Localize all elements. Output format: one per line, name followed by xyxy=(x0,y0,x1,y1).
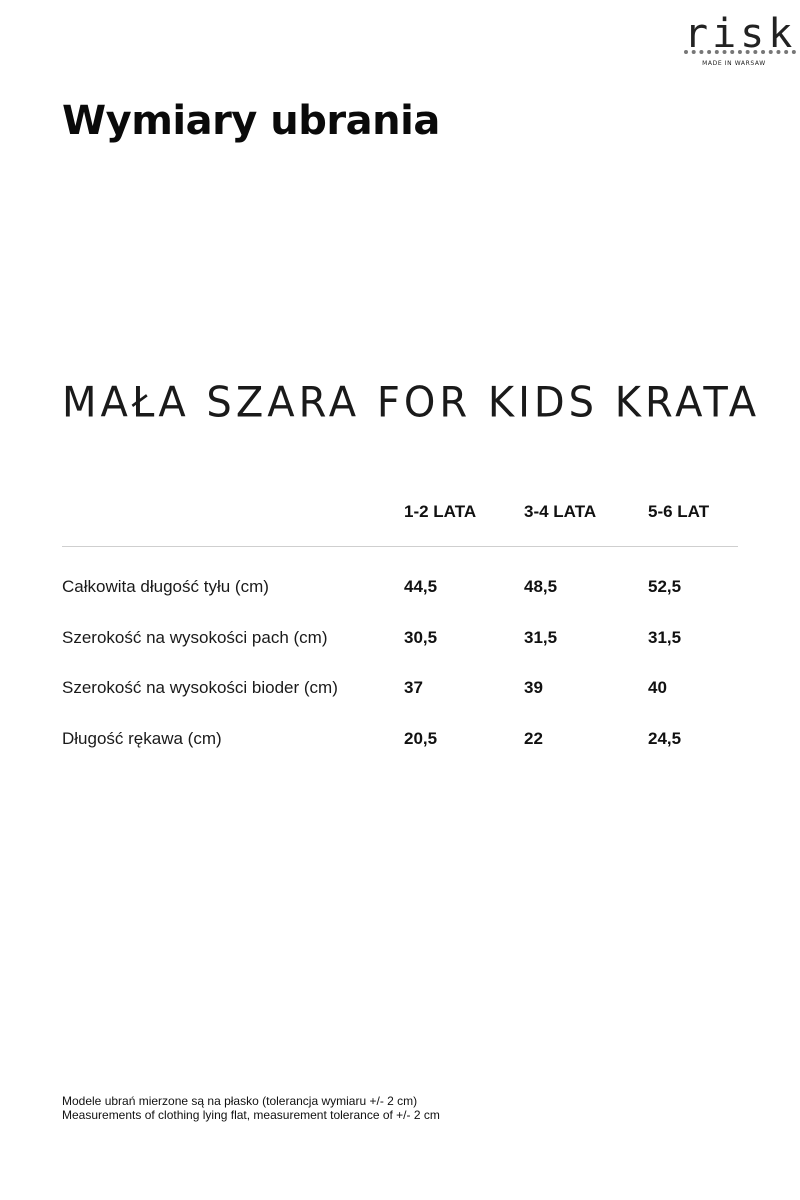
page-title: Wymiary ubrania xyxy=(62,98,440,144)
table-cell: 24,5 xyxy=(648,728,682,748)
table-cell: 20,5 xyxy=(404,728,438,748)
row-label: Szerokość na wysokości bioder (cm) xyxy=(62,678,338,697)
footnote-pl: Modele ubrań mierzone są na płasko (tolerancja wymiaru +/- 2 cm) xyxy=(62,1094,418,1108)
column-header: 1-2 LATA xyxy=(404,502,477,521)
brand-logo-text: risk xyxy=(684,11,797,57)
table-cell: 52,5 xyxy=(648,577,682,596)
table-cell: 48,5 xyxy=(524,577,558,596)
product-name: MAŁA SZARA FOR KIDS KRATA xyxy=(62,378,761,428)
table-row xyxy=(62,678,738,729)
table-cell: 40 xyxy=(648,678,667,697)
table-cell: 22 xyxy=(524,728,543,748)
row-label: Szerokość na wysokości pach (cm) xyxy=(62,627,328,647)
table-cell: 30,5 xyxy=(404,627,438,647)
brand-logo xyxy=(684,11,797,70)
table-row xyxy=(62,577,738,628)
brand-tagline: MADE IN WARSAW xyxy=(702,60,766,67)
size-table xyxy=(62,496,738,749)
column-header: 3-4 LATA xyxy=(524,502,597,521)
table-cell: 37 xyxy=(404,678,423,697)
table-header xyxy=(62,496,738,547)
footnote xyxy=(62,1094,440,1122)
table-cell: 31,5 xyxy=(524,627,558,647)
table-cell: 44,5 xyxy=(404,577,438,596)
footnote-en: Measurements of clothing lying flat, measurement tolerance of +/- 2 cm xyxy=(62,1108,440,1122)
row-label: Całkowita długość tyłu (cm) xyxy=(62,577,269,596)
table-cell: 39 xyxy=(524,678,543,697)
table-row xyxy=(62,628,738,679)
column-header: 5-6 LAT xyxy=(648,502,710,521)
table-row xyxy=(62,729,738,780)
row-label: Długość rękawa (cm) xyxy=(62,728,222,748)
table-cell: 31,5 xyxy=(648,627,682,647)
